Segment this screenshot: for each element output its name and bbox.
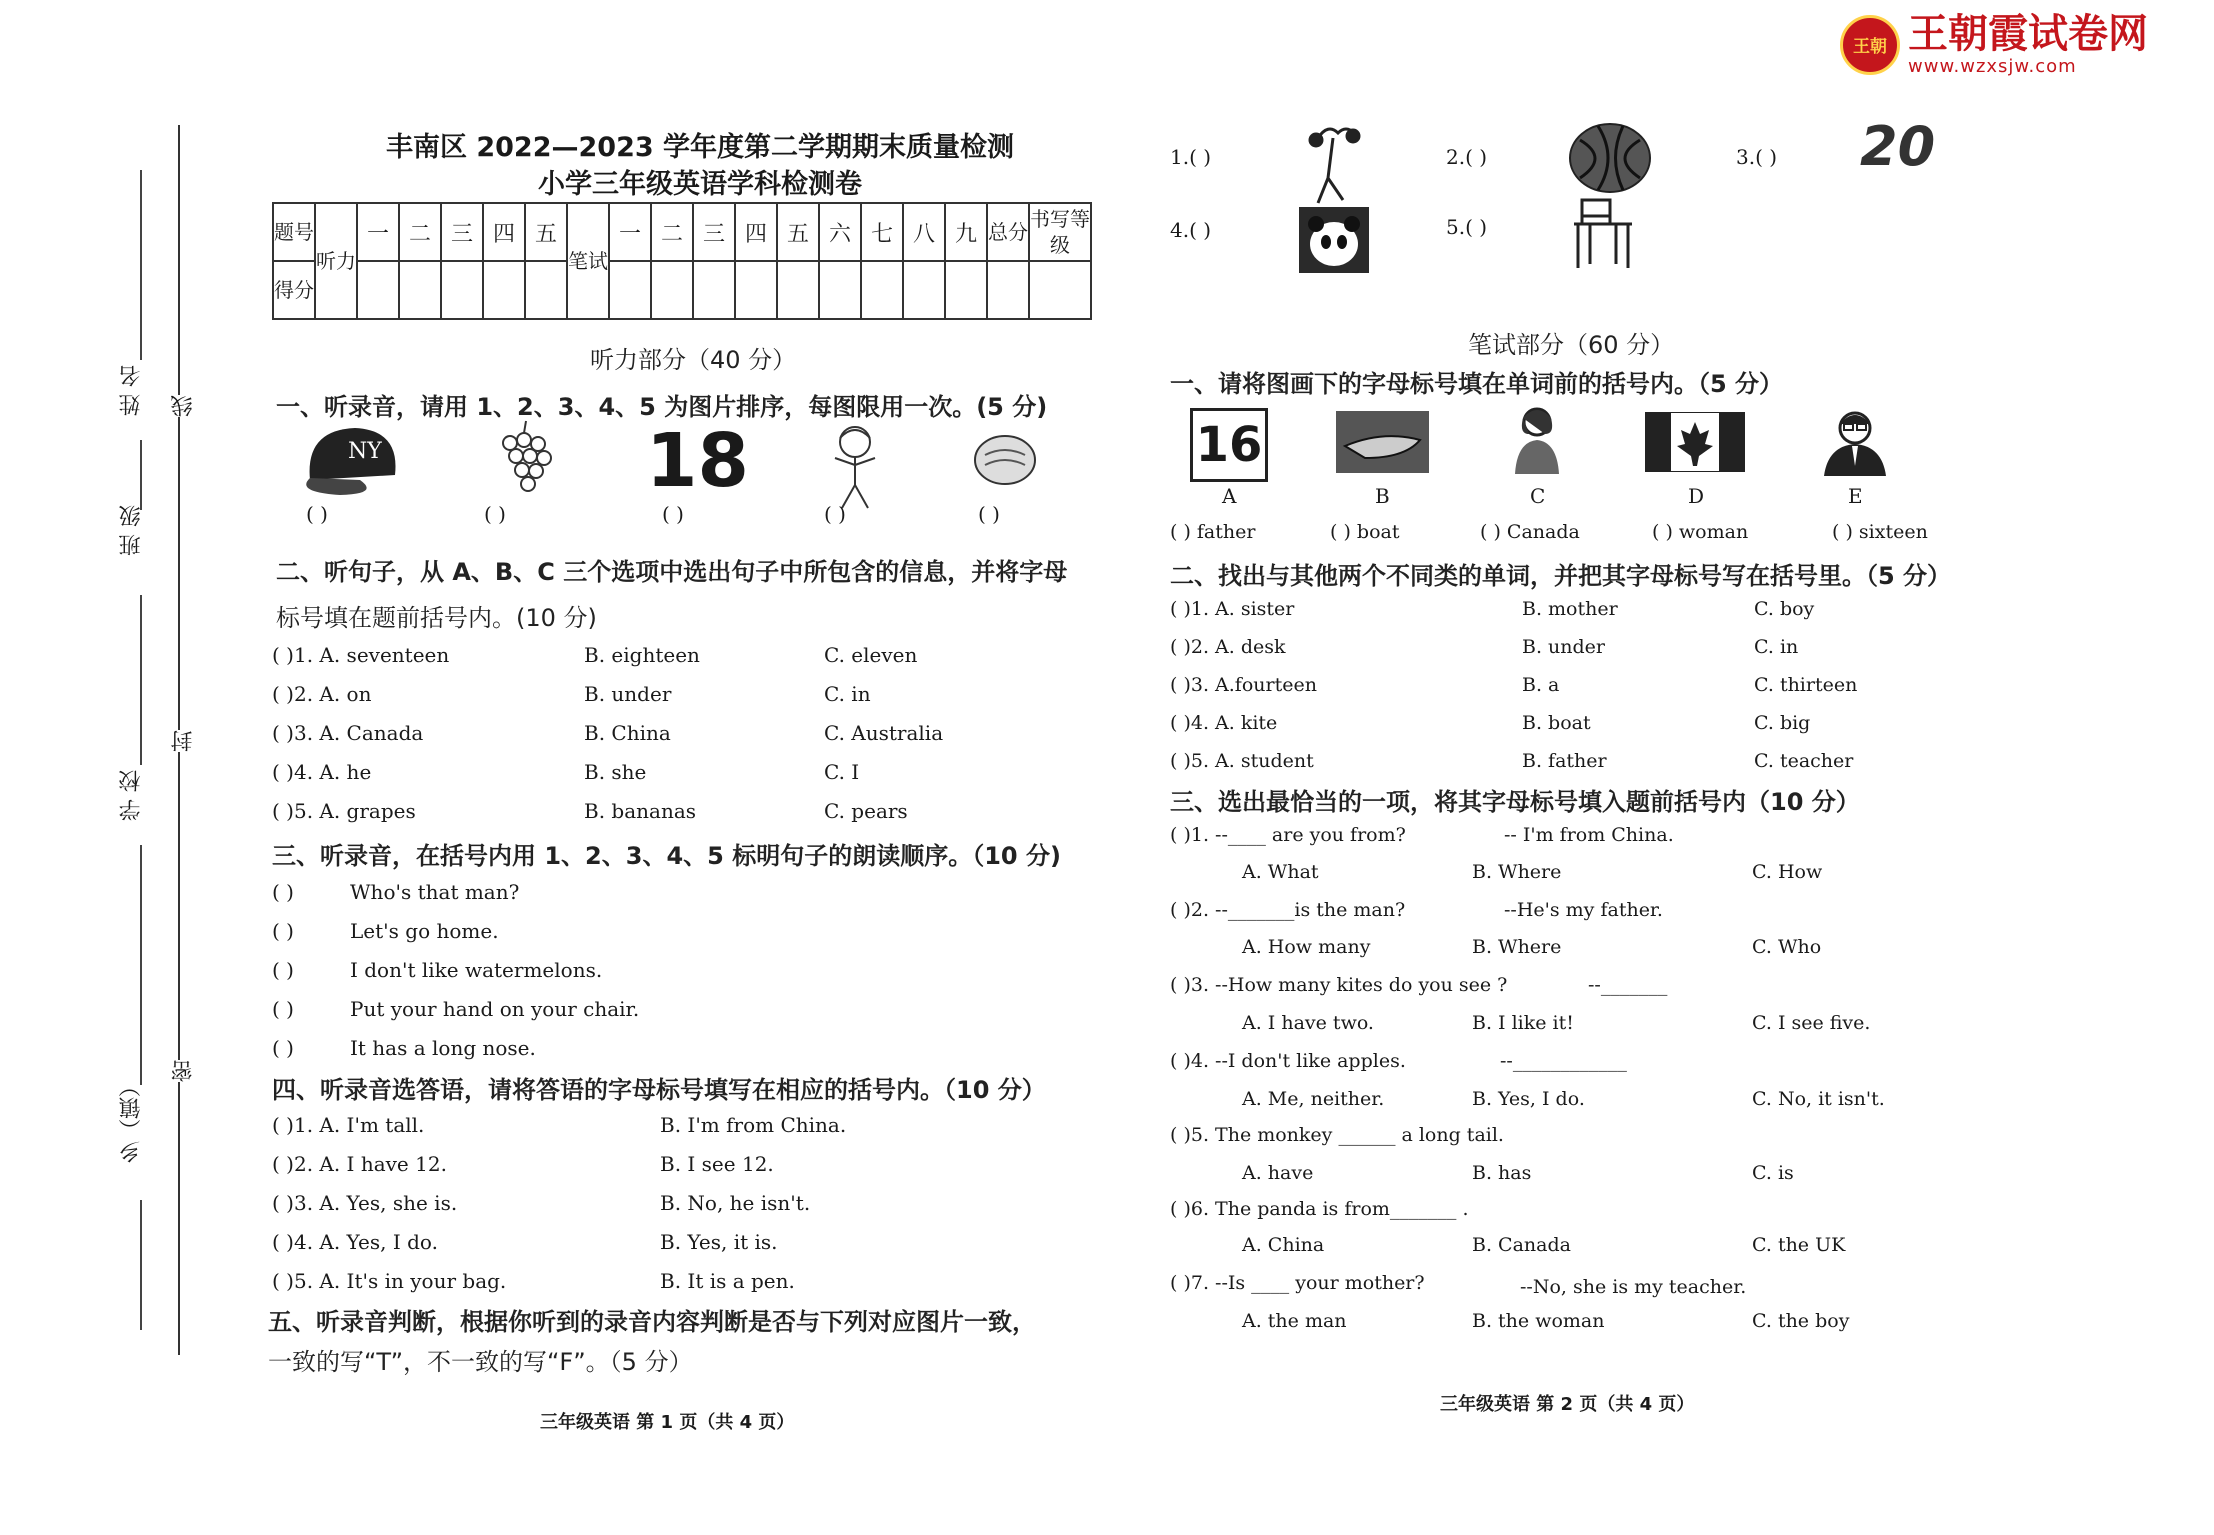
name-label: 姓 名 [119, 365, 144, 416]
w3-q5[interactable]: ( )5. The monkey ______ a long tail. [1170, 1124, 1504, 1146]
w2-q2-b: B. under [1522, 636, 1606, 658]
l2-q5-c: C. pears [824, 799, 908, 823]
w3-q4[interactable]: ( )4. --I don't like apples. [1170, 1050, 1406, 1072]
writing-grade-label: 书写等级 [1029, 203, 1091, 261]
p5-label-5[interactable]: 5.( ) [1446, 215, 1488, 239]
score-cell[interactable] [483, 261, 525, 319]
l4-q5-b: B. It is a pen. [660, 1269, 795, 1293]
l3-text-4: Put your hand on your chair. [350, 997, 640, 1021]
listening-heading: 听力部分（40 分） [590, 346, 797, 374]
footer-page-2: 三年级英语 第 2 页（共 4 页） [1440, 1394, 1695, 1415]
exam-subtitle: 小学三年级英语学科检测卷 [538, 169, 862, 200]
col-l3: 三 [441, 203, 483, 261]
l2-q5[interactable]: ( )5. A. grapes [272, 799, 416, 823]
listen-label: 听力 [315, 203, 357, 319]
l4-q1-b: B. I'm from China. [660, 1113, 847, 1137]
school-label: 学 校 [119, 770, 144, 821]
score-cell[interactable] [399, 261, 441, 319]
l1-title: 一、听录音，请用 1、2、3、4、5 为图片排序，每图限用一次。(5 分) [276, 393, 1048, 421]
l1-paren-5[interactable]: ( ) [978, 502, 1000, 526]
l4-q5[interactable]: ( )5. A. It's in your bag. [272, 1269, 507, 1293]
score-cell[interactable] [1029, 261, 1091, 319]
score-cell[interactable] [693, 261, 735, 319]
score-table [272, 202, 1092, 320]
w1-word-5[interactable]: ( ) sixteen [1832, 521, 1928, 543]
panda-icon [1298, 206, 1370, 274]
w3-q1-r: -- I'm from China. [1504, 824, 1674, 846]
write-label: 笔试 [567, 203, 609, 319]
l3-paren-3[interactable]: ( ) [272, 958, 294, 982]
l2-q1-b: B. eighteen [584, 643, 700, 667]
w3-q3[interactable]: ( )3. --How many kites do you see ? [1170, 974, 1508, 996]
l5-title-1: 五、听录音判断，根据你听到的录音内容判断是否与下列对应图片一致， [268, 1308, 1036, 1336]
l4-q3[interactable]: ( )3. A. Yes, she is. [272, 1191, 458, 1215]
number-20: 20 [1860, 115, 1936, 178]
col-w3: 三 [693, 203, 735, 261]
town-label: 乡（镇） [119, 1075, 144, 1163]
w3-q1-c: C. How [1752, 861, 1823, 883]
w3-q5-b: B. has [1472, 1162, 1532, 1184]
logo-url: www.wzxsjw.com [1908, 56, 2077, 77]
w1-letter-d: D [1688, 484, 1705, 508]
number-16: 16 [1190, 408, 1268, 482]
w3-q1[interactable]: ( )1. --____ are you from? [1170, 824, 1406, 846]
l4-title: 四、听录音选答语，请将答语的字母标号填写在相应的括号内。（10 分） [272, 1076, 1046, 1104]
score-cell[interactable] [987, 261, 1029, 319]
w3-q5-a: A. have [1242, 1162, 1314, 1184]
l3-paren-4[interactable]: ( ) [272, 997, 294, 1021]
l1-paren-1[interactable]: ( ) [306, 502, 328, 526]
boat-icon [1335, 410, 1430, 474]
l2-q4-b: B. she [584, 760, 647, 784]
w1-letter-c: C [1530, 484, 1546, 508]
score-cell[interactable] [861, 261, 903, 319]
w3-q6[interactable]: ( )6. The panda is from_______ . [1170, 1198, 1469, 1220]
l2-title-2: 标号填在题前括号内。(10 分) [276, 604, 597, 632]
col-w1: 一 [609, 203, 651, 261]
l2-q3-c: C. Australia [824, 721, 944, 745]
l3-text-5: It has a long nose. [350, 1036, 536, 1060]
score-row-label: 题号 [273, 203, 315, 261]
w1-letter-e: E [1848, 484, 1863, 508]
exam-title: 丰南区 2022—2023 学年度第二学期期末质量检测 [385, 132, 1015, 163]
p5-label-4[interactable]: 4.( ) [1170, 218, 1212, 242]
w2-q2[interactable]: ( )2. A. desk [1170, 636, 1286, 658]
score-cell[interactable] [609, 261, 651, 319]
w2-q5[interactable]: ( )5. A. student [1170, 750, 1314, 772]
w1-word-4[interactable]: ( ) woman [1652, 521, 1749, 543]
w3-q1-b: B. Where [1472, 861, 1562, 883]
score-cell[interactable] [525, 261, 567, 319]
col-w8: 八 [903, 203, 945, 261]
father-icon [1820, 406, 1890, 476]
score-cell[interactable] [777, 261, 819, 319]
l3-text-1: Who's that man? [350, 880, 520, 904]
l4-q4[interactable]: ( )4. A. Yes, I do. [272, 1230, 438, 1254]
name-blank [140, 170, 142, 360]
col-l1: 一 [357, 203, 399, 261]
w2-q1-c: C. boy [1754, 598, 1815, 620]
cap-icon [300, 420, 410, 500]
score-cell[interactable] [819, 261, 861, 319]
w1-letter-a: A [1222, 484, 1237, 508]
col-w6: 六 [819, 203, 861, 261]
seal-xian: 线 [168, 395, 199, 417]
score-cell[interactable] [441, 261, 483, 319]
w2-q3-c: C. thirteen [1754, 674, 1858, 696]
col-l2: 二 [399, 203, 441, 261]
logo-badge: 王朝 [1840, 15, 1900, 75]
l2-q2[interactable]: ( )2. A. on [272, 682, 372, 706]
woman-icon [1505, 404, 1569, 476]
score-cell[interactable] [735, 261, 777, 319]
w3-q3-b: B. I like it! [1472, 1012, 1574, 1034]
w3-q7[interactable]: ( )7. --Is ____ your mother? [1170, 1272, 1425, 1294]
footer-page-1: 三年级英语 第 1 页（共 4 页） [540, 1412, 795, 1433]
l3-text-2: Let's go home. [350, 919, 499, 943]
l4-q4-b: B. Yes, it is. [660, 1230, 778, 1254]
l5-title-2: 一致的写“T”，不一致的写“F”。（5 分） [268, 1348, 693, 1376]
w3-title: 三、选出最恰当的一项，将其字母标号填入题前括号内（10 分） [1170, 788, 1860, 816]
w3-q7-a: A. the man [1242, 1310, 1347, 1332]
w2-q1[interactable]: ( )1. A. sister [1170, 598, 1295, 620]
p5-label-3[interactable]: 3.( ) [1736, 145, 1778, 169]
l4-q3-b: B. No, he isn't. [660, 1191, 811, 1215]
w2-q4-b: B. boat [1522, 712, 1591, 734]
w3-q2[interactable]: ( )2. --_______is the man? [1170, 899, 1406, 921]
w3-q6-a: A. China [1242, 1234, 1325, 1256]
l2-q5-b: B. bananas [584, 799, 697, 823]
w3-q6-b: B. Canada [1472, 1234, 1571, 1256]
w3-q2-a: A. How many [1242, 936, 1371, 958]
l2-q4[interactable]: ( )4. A. he [272, 760, 372, 784]
w1-title: 一、请将图画下的字母标号填在单词前的括号内。（5 分） [1170, 370, 1784, 398]
school-blank [140, 595, 142, 765]
w3-q3-a: A. I have two. [1242, 1012, 1374, 1034]
logo-name: 王朝霞试卷网 [1908, 11, 2148, 57]
l2-q3-b: B. China [584, 721, 671, 745]
w3-q3-r[interactable]: --_______ [1588, 974, 1668, 996]
l2-q3[interactable]: ( )3. A. Canada [272, 721, 424, 745]
written-heading: 笔试部分（60 分） [1468, 331, 1675, 359]
l1-paren-4[interactable]: ( ) [824, 502, 846, 526]
class-blank [140, 440, 142, 510]
l3-paren-2[interactable]: ( ) [272, 919, 294, 943]
col-w9: 九 [945, 203, 987, 261]
score-cell[interactable] [651, 261, 693, 319]
w1-word-3[interactable]: ( ) Canada [1480, 521, 1580, 543]
seal-feng: 封 [168, 730, 199, 752]
l2-q2-b: B. under [584, 682, 672, 706]
w3-q4-c: C. No, it isn't. [1752, 1088, 1885, 1110]
total-label: 总分 [987, 203, 1029, 261]
l3-title: 三、听录音，在括号内用 1、2、3、4、5 标明句子的朗读顺序。（10 分) [272, 842, 1061, 870]
svg-text:NY: NY [348, 439, 382, 464]
p5-label-1[interactable]: 1.( ) [1170, 145, 1212, 169]
w3-q3-c: C. I see five. [1752, 1012, 1871, 1034]
site-logo [1840, 12, 2148, 77]
w3-q4-b: B. Yes, I do. [1472, 1088, 1585, 1110]
col-w2: 二 [651, 203, 693, 261]
w2-q1-b: B. mother [1522, 598, 1618, 620]
w2-q3[interactable]: ( )3. A.fourteen [1170, 674, 1317, 696]
class-label: 班 级 [119, 505, 144, 556]
col-w4: 四 [735, 203, 777, 261]
l3-text-3: I don't like watermelons. [350, 958, 603, 982]
col-w7: 七 [861, 203, 903, 261]
w2-q4[interactable]: ( )4. A. kite [1170, 712, 1278, 734]
w2-q3-b: B. a [1522, 674, 1560, 696]
score-cell[interactable] [945, 261, 987, 319]
w3-q5-c: C. is [1752, 1162, 1794, 1184]
l4-q1[interactable]: ( )1. A. I'm tall. [272, 1113, 425, 1137]
l2-q1-c: C. eleven [824, 643, 918, 667]
col-l4: 四 [483, 203, 525, 261]
w2-q5-b: B. father [1522, 750, 1607, 772]
w3-q4-a: A. Me, neither. [1242, 1088, 1385, 1110]
bread-icon [970, 430, 1040, 490]
number-18: 18 [646, 418, 749, 504]
l1-paren-2[interactable]: ( ) [484, 502, 506, 526]
l2-q2-c: C. in [824, 682, 871, 706]
col-w5: 五 [777, 203, 819, 261]
l4-q2[interactable]: ( )2. A. I have 12. [272, 1152, 447, 1176]
watermelon-icon [1568, 120, 1653, 195]
w3-q7-b: B. the woman [1472, 1310, 1605, 1332]
l1-paren-3[interactable]: ( ) [662, 502, 684, 526]
score-row-label-2: 得分 [273, 261, 315, 319]
score-cell[interactable] [903, 261, 945, 319]
w1-word-1[interactable]: ( ) father [1170, 521, 1256, 543]
col-l5: 五 [525, 203, 567, 261]
canada-flag-icon [1645, 412, 1745, 472]
girl-icon [820, 420, 890, 515]
w3-q2-c: C. Who [1752, 936, 1822, 958]
seal-mi: 密 [168, 1060, 199, 1082]
bird-icon [1298, 118, 1368, 208]
w2-title: 二、找出与其他两个不同类的单词，并把其字母标号写在括号里。（5 分） [1170, 562, 1952, 590]
l2-q1[interactable]: ( )1. A. seventeen [272, 643, 450, 667]
w3-q1-a: A. What [1242, 861, 1319, 883]
w3-q2-b: B. Where [1472, 936, 1562, 958]
w2-q5-c: C. teacher [1754, 750, 1854, 772]
l2-q4-c: C. I [824, 760, 860, 784]
w3-q4-r[interactable]: --____________ [1500, 1050, 1627, 1072]
l4-q2-b: B. I see 12. [660, 1152, 774, 1176]
w3-q7-c: C. the boy [1752, 1310, 1850, 1332]
l3-paren-5[interactable]: ( ) [272, 1036, 294, 1060]
w1-word-2[interactable]: ( ) boat [1330, 521, 1400, 543]
town-blank-2 [140, 1200, 142, 1330]
w3-q6-c: C. the UK [1752, 1234, 1846, 1256]
w2-q4-c: C. big [1754, 712, 1811, 734]
town-blank [140, 845, 142, 1085]
desk-icon [1568, 196, 1638, 271]
w1-letter-b: B [1375, 484, 1390, 508]
w2-q2-c: C. in [1754, 636, 1799, 658]
score-cell[interactable] [357, 261, 399, 319]
grapes-icon [490, 418, 560, 508]
w3-q2-r: --He's my father. [1504, 899, 1663, 921]
l2-title-1: 二、听句子，从 A、B、C 三个选项中选出句子中所包含的信息，并将字母 [276, 558, 1068, 586]
l3-paren-1[interactable]: ( ) [272, 880, 294, 904]
p5-label-2[interactable]: 2.( ) [1446, 145, 1488, 169]
w3-q7-r: --No, she is my teacher. [1520, 1276, 1747, 1298]
